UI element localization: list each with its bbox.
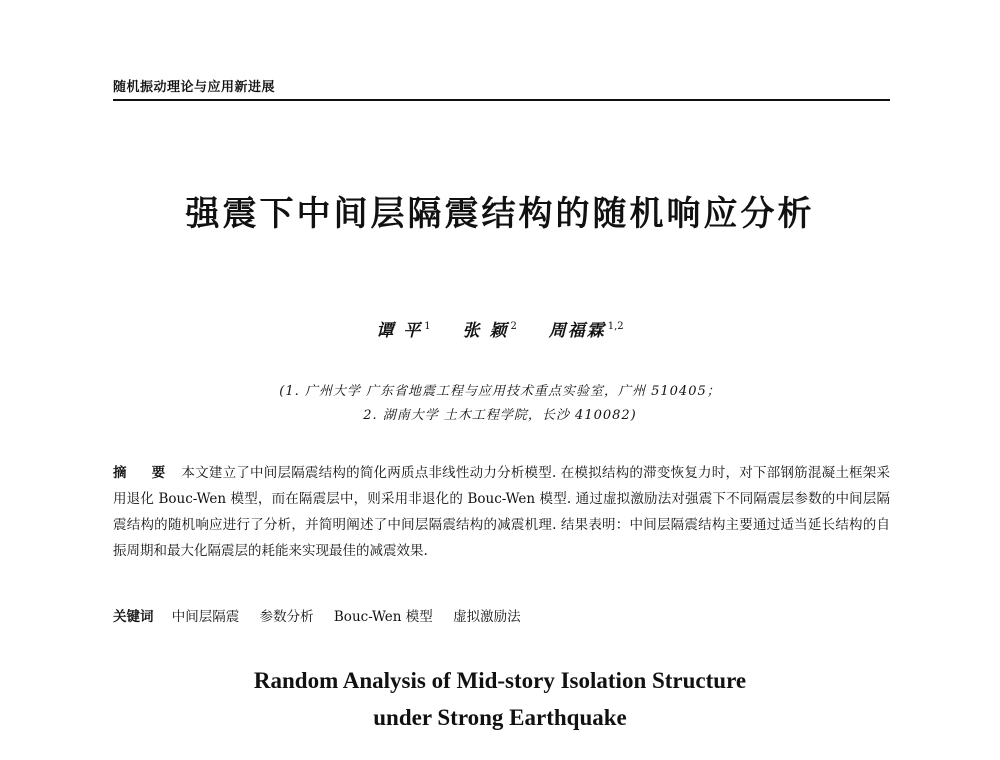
author-affiliation-mark: 2 xyxy=(510,321,517,332)
author-list xyxy=(0,316,1000,341)
abstract xyxy=(113,460,890,564)
author-3 xyxy=(549,316,624,341)
english-title-line-2: under Strong Earthquake xyxy=(373,705,627,730)
keyword-item: 参数分析 xyxy=(259,609,314,625)
author-2 xyxy=(463,316,517,341)
keywords-label: 关键词 xyxy=(113,609,154,625)
author-name: 周福霖 xyxy=(548,321,606,341)
keyword-item: 中间层隔震 xyxy=(171,609,240,625)
author-affiliation-mark: 1 xyxy=(424,321,431,332)
abstract-text: 本文建立了中间层隔震结构的简化两质点非线性动力分析模型. 在模拟结构的滞变恢复力时，对下部钢筋混凝土框架采用退化 Bouc-Wen 模型，而在隔震层中，则采用非退化的 Bouc-Wen 模型. 通过虚拟激励法对强震下不同隔震层参数的中间层隔震结构的随机响应进行了分析，并简明阐述了中间层隔震结构的减震机理. 结果表明：中间层隔震结构主要通过适当延长结构的自振周期和最大化隔震层的耗能来实现最佳的减震效果. xyxy=(113,465,890,559)
affiliation-line-1: (1. 广州大学 广东省地震工程与应用技术重点实验室，广州 510405； xyxy=(279,384,721,399)
keyword-item: 虚拟激励法 xyxy=(453,609,521,625)
header-rule xyxy=(113,99,890,101)
author-name: 张 颖 xyxy=(462,321,509,341)
author-name: 谭 平 xyxy=(376,321,423,341)
running-header: 随机振动理论与应用新进展 xyxy=(113,80,276,95)
affiliation-line-2: 2. 湖南大学 土木工程学院，长沙 410082) xyxy=(363,408,637,423)
author-1 xyxy=(376,316,430,341)
abstract-label: 摘 要 xyxy=(113,465,176,481)
english-title-line-1: Random Analysis of Mid-story Isolation Structure xyxy=(253,668,747,693)
author-affiliation-mark: 1,2 xyxy=(607,321,624,332)
keyword-item: Bouc-Wen 模型 xyxy=(333,609,433,625)
chinese-title: 强震下中间层隔震结构的随机响应分析 xyxy=(185,194,815,234)
keywords xyxy=(113,606,890,628)
